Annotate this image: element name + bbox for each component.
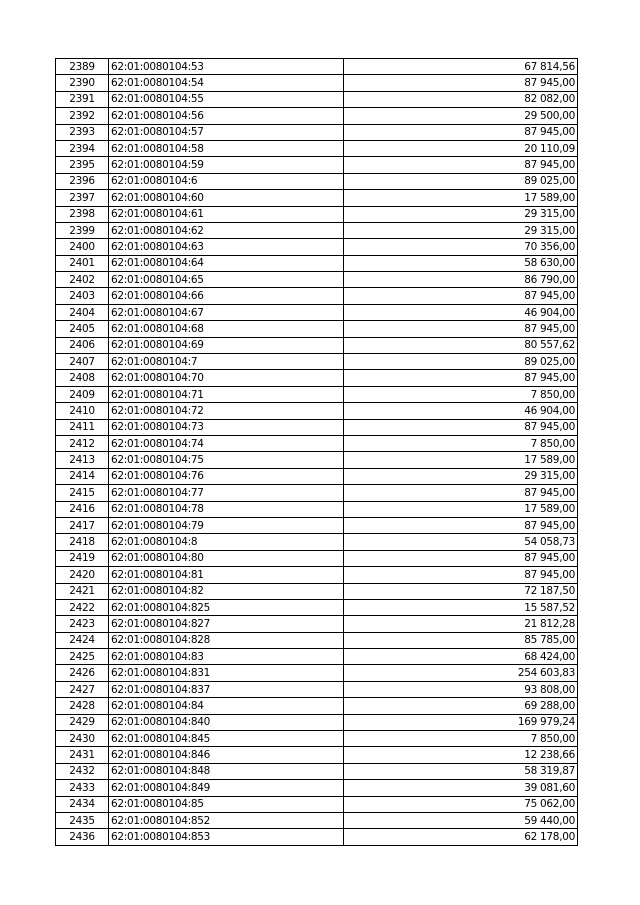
table-row: [56, 714, 578, 730]
table-row: [56, 534, 578, 550]
value-cell: 169 979,24: [344, 714, 578, 730]
row-number-cell: 2400: [56, 239, 109, 255]
value-cell: 86 790,00: [344, 272, 578, 288]
value-cell: 58 630,00: [344, 255, 578, 271]
value-cell: 21 812,28: [344, 616, 578, 632]
table-row: [56, 91, 578, 107]
row-number-cell: 2406: [56, 337, 109, 353]
row-number-cell: 2397: [56, 190, 109, 206]
row-number-cell: 2419: [56, 550, 109, 566]
row-number-cell: 2389: [56, 59, 109, 75]
table-row: [56, 501, 578, 517]
table-row: [56, 780, 578, 796]
cadastral-number-cell: 62:01:0080104:62: [109, 222, 344, 238]
row-number-cell: 2405: [56, 321, 109, 337]
value-cell: 54 058,73: [344, 534, 578, 550]
table-row: [56, 370, 578, 386]
row-number-cell: 2424: [56, 632, 109, 648]
value-cell: 12 238,66: [344, 747, 578, 763]
value-cell: 87 945,00: [344, 370, 578, 386]
row-number-cell: 2426: [56, 665, 109, 681]
table-row: [56, 452, 578, 468]
table-row: [56, 419, 578, 435]
value-cell: 67 814,56: [344, 59, 578, 75]
row-number-cell: 2435: [56, 812, 109, 828]
table-row: [56, 386, 578, 402]
row-number-cell: 2408: [56, 370, 109, 386]
row-number-cell: 2391: [56, 91, 109, 107]
row-number-cell: 2414: [56, 468, 109, 484]
value-cell: 46 904,00: [344, 403, 578, 419]
cadastral-number-cell: 62:01:0080104:53: [109, 59, 344, 75]
table-row: [56, 157, 578, 173]
row-number-cell: 2412: [56, 435, 109, 451]
cadastral-number-cell: 62:01:0080104:80: [109, 550, 344, 566]
value-cell: 72 187,50: [344, 583, 578, 599]
row-number-cell: 2396: [56, 173, 109, 189]
value-cell: 87 945,00: [344, 517, 578, 533]
table-row: [56, 222, 578, 238]
cadastral-number-cell: 62:01:0080104:853: [109, 829, 344, 845]
row-number-cell: 2395: [56, 157, 109, 173]
cadastral-number-cell: 62:01:0080104:64: [109, 255, 344, 271]
table-row: [56, 517, 578, 533]
cadastral-number-cell: 62:01:0080104:59: [109, 157, 344, 173]
table-row: [56, 255, 578, 271]
cadastral-number-cell: 62:01:0080104:8: [109, 534, 344, 550]
value-cell: 7 850,00: [344, 435, 578, 451]
row-number-cell: 2392: [56, 108, 109, 124]
cadastral-number-cell: 62:01:0080104:66: [109, 288, 344, 304]
value-cell: 29 500,00: [344, 108, 578, 124]
cadastral-number-cell: 62:01:0080104:6: [109, 173, 344, 189]
table-row: [56, 763, 578, 779]
cadastral-number-cell: 62:01:0080104:73: [109, 419, 344, 435]
table-row: [56, 665, 578, 681]
row-number-cell: 2390: [56, 75, 109, 91]
table-row: [56, 829, 578, 845]
cadastral-number-cell: 62:01:0080104:79: [109, 517, 344, 533]
table-row: [56, 632, 578, 648]
cadastral-number-cell: 62:01:0080104:828: [109, 632, 344, 648]
row-number-cell: 2393: [56, 124, 109, 140]
row-number-cell: 2428: [56, 698, 109, 714]
row-number-cell: 2401: [56, 255, 109, 271]
value-cell: 87 945,00: [344, 157, 578, 173]
cadastral-number-cell: 62:01:0080104:72: [109, 403, 344, 419]
table-row: [56, 354, 578, 370]
value-cell: 93 808,00: [344, 681, 578, 697]
value-cell: 39 081,60: [344, 780, 578, 796]
row-number-cell: 2431: [56, 747, 109, 763]
cadastral-number-cell: 62:01:0080104:849: [109, 780, 344, 796]
cadastral-number-cell: 62:01:0080104:58: [109, 140, 344, 156]
row-number-cell: 2398: [56, 206, 109, 222]
table-row: [56, 59, 578, 75]
table-row: [56, 567, 578, 583]
value-cell: 80 557,62: [344, 337, 578, 353]
row-number-cell: 2404: [56, 304, 109, 320]
row-number-cell: 2418: [56, 534, 109, 550]
cadastral-number-cell: 62:01:0080104:67: [109, 304, 344, 320]
table-row: [56, 583, 578, 599]
cadastral-number-cell: 62:01:0080104:54: [109, 75, 344, 91]
cadastral-number-cell: 62:01:0080104:77: [109, 485, 344, 501]
value-cell: 87 945,00: [344, 124, 578, 140]
row-number-cell: 2427: [56, 681, 109, 697]
cadastral-number-cell: 62:01:0080104:848: [109, 763, 344, 779]
cadastral-number-cell: 62:01:0080104:57: [109, 124, 344, 140]
cadastral-number-cell: 62:01:0080104:76: [109, 468, 344, 484]
cadastral-number-cell: 62:01:0080104:845: [109, 731, 344, 747]
row-number-cell: 2429: [56, 714, 109, 730]
cadastral-number-cell: 62:01:0080104:61: [109, 206, 344, 222]
table-row: [56, 288, 578, 304]
value-cell: 17 589,00: [344, 501, 578, 517]
table-row: [56, 108, 578, 124]
row-number-cell: 2417: [56, 517, 109, 533]
cadastral-number-cell: 62:01:0080104:68: [109, 321, 344, 337]
cadastral-number-cell: 62:01:0080104:63: [109, 239, 344, 255]
table-row: [56, 190, 578, 206]
value-cell: 17 589,00: [344, 452, 578, 468]
value-cell: 15 587,52: [344, 599, 578, 615]
value-cell: 70 356,00: [344, 239, 578, 255]
row-number-cell: 2394: [56, 140, 109, 156]
cadastral-number-cell: 62:01:0080104:85: [109, 796, 344, 812]
row-number-cell: 2416: [56, 501, 109, 517]
row-number-cell: 2422: [56, 599, 109, 615]
row-number-cell: 2403: [56, 288, 109, 304]
cadastral-number-cell: 62:01:0080104:78: [109, 501, 344, 517]
row-number-cell: 2411: [56, 419, 109, 435]
table-row: [56, 681, 578, 697]
row-number-cell: 2433: [56, 780, 109, 796]
row-number-cell: 2421: [56, 583, 109, 599]
cadastral-number-cell: 62:01:0080104:60: [109, 190, 344, 206]
row-number-cell: 2432: [56, 763, 109, 779]
cadastral-number-cell: 62:01:0080104:81: [109, 567, 344, 583]
row-number-cell: 2434: [56, 796, 109, 812]
cadastral-table-body: [56, 59, 578, 846]
table-row: [56, 140, 578, 156]
value-cell: 89 025,00: [344, 173, 578, 189]
value-cell: 7 850,00: [344, 731, 578, 747]
cadastral-number-cell: 62:01:0080104:84: [109, 698, 344, 714]
table-row: [56, 550, 578, 566]
table-row: [56, 435, 578, 451]
value-cell: 87 945,00: [344, 75, 578, 91]
table-row: [56, 599, 578, 615]
cadastral-number-cell: 62:01:0080104:83: [109, 649, 344, 665]
table-row: [56, 468, 578, 484]
table-row: [56, 173, 578, 189]
value-cell: 85 785,00: [344, 632, 578, 648]
table-row: [56, 124, 578, 140]
cadastral-number-cell: 62:01:0080104:837: [109, 681, 344, 697]
table-row: [56, 75, 578, 91]
cadastral-number-cell: 62:01:0080104:82: [109, 583, 344, 599]
cadastral-table: [55, 58, 578, 846]
value-cell: 87 945,00: [344, 321, 578, 337]
cadastral-number-cell: 62:01:0080104:846: [109, 747, 344, 763]
cadastral-number-cell: 62:01:0080104:65: [109, 272, 344, 288]
value-cell: 89 025,00: [344, 354, 578, 370]
table-row: [56, 321, 578, 337]
cadastral-number-cell: 62:01:0080104:74: [109, 435, 344, 451]
table-row: [56, 731, 578, 747]
cadastral-number-cell: 62:01:0080104:840: [109, 714, 344, 730]
table-row: [56, 485, 578, 501]
value-cell: 87 945,00: [344, 419, 578, 435]
cadastral-number-cell: 62:01:0080104:71: [109, 386, 344, 402]
value-cell: 75 062,00: [344, 796, 578, 812]
value-cell: 29 315,00: [344, 222, 578, 238]
value-cell: 69 288,00: [344, 698, 578, 714]
cadastral-number-cell: 62:01:0080104:7: [109, 354, 344, 370]
value-cell: 46 904,00: [344, 304, 578, 320]
value-cell: 254 603,83: [344, 665, 578, 681]
table-row: [56, 616, 578, 632]
value-cell: 29 315,00: [344, 206, 578, 222]
cadastral-number-cell: 62:01:0080104:69: [109, 337, 344, 353]
cadastral-number-cell: 62:01:0080104:852: [109, 812, 344, 828]
value-cell: 29 315,00: [344, 468, 578, 484]
row-number-cell: 2413: [56, 452, 109, 468]
value-cell: 87 945,00: [344, 288, 578, 304]
value-cell: 87 945,00: [344, 550, 578, 566]
row-number-cell: 2410: [56, 403, 109, 419]
row-number-cell: 2409: [56, 386, 109, 402]
cadastral-number-cell: 62:01:0080104:827: [109, 616, 344, 632]
value-cell: 20 110,09: [344, 140, 578, 156]
row-number-cell: 2430: [56, 731, 109, 747]
table-row: [56, 649, 578, 665]
cadastral-number-cell: 62:01:0080104:70: [109, 370, 344, 386]
value-cell: 82 082,00: [344, 91, 578, 107]
value-cell: 59 440,00: [344, 812, 578, 828]
row-number-cell: 2425: [56, 649, 109, 665]
cadastral-number-cell: 62:01:0080104:55: [109, 91, 344, 107]
value-cell: 17 589,00: [344, 190, 578, 206]
row-number-cell: 2423: [56, 616, 109, 632]
table-row: [56, 304, 578, 320]
value-cell: 62 178,00: [344, 829, 578, 845]
cadastral-number-cell: 62:01:0080104:825: [109, 599, 344, 615]
table-row: [56, 403, 578, 419]
table-row: [56, 272, 578, 288]
cadastral-number-cell: 62:01:0080104:75: [109, 452, 344, 468]
table-row: [56, 698, 578, 714]
value-cell: 68 424,00: [344, 649, 578, 665]
table-row: [56, 337, 578, 353]
cadastral-number-cell: 62:01:0080104:831: [109, 665, 344, 681]
table-row: [56, 812, 578, 828]
row-number-cell: 2407: [56, 354, 109, 370]
row-number-cell: 2436: [56, 829, 109, 845]
value-cell: 58 319,87: [344, 763, 578, 779]
value-cell: 87 945,00: [344, 567, 578, 583]
value-cell: 7 850,00: [344, 386, 578, 402]
table-row: [56, 796, 578, 812]
row-number-cell: 2415: [56, 485, 109, 501]
row-number-cell: 2420: [56, 567, 109, 583]
row-number-cell: 2399: [56, 222, 109, 238]
row-number-cell: 2402: [56, 272, 109, 288]
cadastral-number-cell: 62:01:0080104:56: [109, 108, 344, 124]
table-row: [56, 206, 578, 222]
table-row: [56, 747, 578, 763]
table-row: [56, 239, 578, 255]
value-cell: 87 945,00: [344, 485, 578, 501]
